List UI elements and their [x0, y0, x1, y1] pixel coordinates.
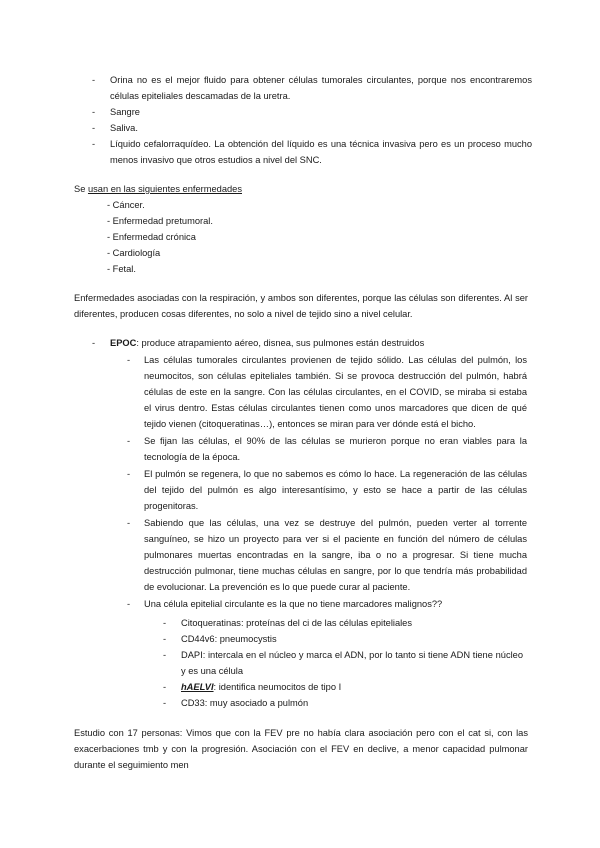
list-dash: -: [127, 518, 131, 528]
list-item-text: Líquido cefalorraquídeo. La obtención del líquido es una técnica invasiva pero es un proceso mucho menos invasivo que otros estudios a nivel del SNC.: [110, 139, 532, 165]
markers-list: [163, 615, 523, 711]
list-item-text: El pulmón se regenera, lo que no sabemos es cómo lo hace. La regeneración de las células del tejido del pulmón es algo interesantísimo, y esto se hace a partir de las células progenitoras.: [144, 469, 527, 511]
marker-item: [163, 615, 523, 631]
list-item: [92, 120, 532, 136]
list-dash: -: [127, 436, 131, 446]
list-dash: -: [127, 355, 131, 365]
study-paragraph: Estudio con 17 personas: Vimos que con la FEV pre no había clara asociación pero con el cat si, con las exacerbaciones tmb y con la progresión. Asociación con el FEV en declive, a menor capacidad pulmonar durante el seguimiento men: [74, 728, 528, 770]
list-dash: -: [163, 650, 167, 660]
list-item-text: Sangre: [110, 107, 140, 117]
list-dash: -: [92, 139, 96, 149]
intro-prefix: Se: [74, 184, 88, 194]
list-dash: -: [92, 107, 96, 117]
marker-item: [163, 631, 523, 647]
marker-text: : identifica neumocitos de tipo I: [213, 682, 342, 692]
list-item: [92, 136, 532, 168]
list-item: [127, 352, 527, 432]
list-item-text: Orina no es el mejor fluido para obtener células tumorales circulantes, porque nos encontraremos células epiteliales descamadas de la uretra.: [110, 75, 532, 101]
list-item: [127, 515, 527, 595]
list-item: [127, 596, 527, 612]
list-dash: -: [163, 698, 167, 708]
respiration-paragraph: Enfermedades asociadas con la respiración, y ambos son diferentes, porque las células son diferentes. Al ser diferentes, producen cosas diferentes, no solo a nivel de tejido sino a nivel celular.: [74, 293, 528, 319]
marker-term: hAELVI: [181, 682, 214, 692]
bullet-dash: -: [92, 338, 96, 348]
list-item-text: Saliva.: [110, 123, 138, 133]
list-dash: -: [127, 469, 131, 479]
marker-text: DAPI: intercala en el núcleo y marca el ADN, por lo tanto si tiene ADN tiene núcleo y es una célula: [181, 650, 523, 676]
marker-text: Citoqueratinas: proteínas del ci de las células epiteliales: [181, 618, 413, 628]
list-item: - Cardiología: [107, 248, 161, 258]
list-dash: -: [163, 634, 167, 644]
list-item: [127, 466, 527, 514]
marker-text: CD33: muy asociado a pulmón: [181, 698, 309, 708]
epoc-description: : produce atrapamiento aéreo, disnea, sus pulmones están destruidos: [136, 338, 425, 348]
list-item: [92, 104, 532, 120]
epoc-points: [127, 352, 527, 612]
list-dash: -: [163, 682, 167, 692]
marker-item: [163, 647, 523, 679]
list-item: - Cáncer.: [107, 200, 145, 210]
fluids-list: [92, 72, 532, 168]
list-item: - Enfermedad pretumoral.: [107, 216, 213, 226]
list-dash: -: [92, 123, 96, 133]
list-item: - Fetal.: [107, 264, 136, 274]
list-dash: -: [92, 75, 96, 85]
epoc-term: EPOC: [110, 338, 137, 348]
diseases-list: [107, 197, 407, 277]
list-item: - Enfermedad crónica: [107, 232, 196, 242]
list-dash: -: [163, 618, 167, 628]
list-item-text: Una célula epitelial circulante es la que no tiene marcadores malignos??: [144, 599, 443, 609]
list-dash: -: [127, 599, 131, 609]
list-item-text: Sabiendo que las células, una vez se destruye del pulmón, pueden verter al torrente sanguíneo, se hizo un proyecto para ver si el paciente en función del número de células pulmonares muertas encontradas en la sangre, iba o no a progresar. Si tiene mucha destrucción pulmonar, tiene muchas células en sangre, por lo que tendría más probabilidad de evolucionar. La prevención es lo que puede curar al paciente.: [144, 518, 527, 592]
list-item-text: Se fijan las células, el 90% de las células se murieron porque no eran viables para la tecnología de la época.: [144, 436, 527, 462]
marker-item: [163, 695, 523, 711]
list-item: [127, 433, 527, 465]
marker-item: [163, 679, 523, 695]
list-item: [92, 72, 532, 104]
marker-text: CD44v6: pneumocystis: [181, 634, 277, 644]
diseases-intro: [74, 181, 534, 197]
list-item-text: Las células tumorales circulantes provienen de tejido sólido. Las células del pulmón, los neumocitos, son células epiteliales también. Si se provoca destrucción del pulmón, habrá células de este en la sangre. Con las células circulantes, en el COVID, se miraba si estaba el virus dentro. Estas células circulantes tienen como unos marcadores que dicen de qué tejido vienen (citoqueratinas…), entonces se miran para ver dónde está el bicho.: [144, 355, 527, 429]
intro-underlined: usan en las siguientes enfermedades: [87, 184, 242, 194]
